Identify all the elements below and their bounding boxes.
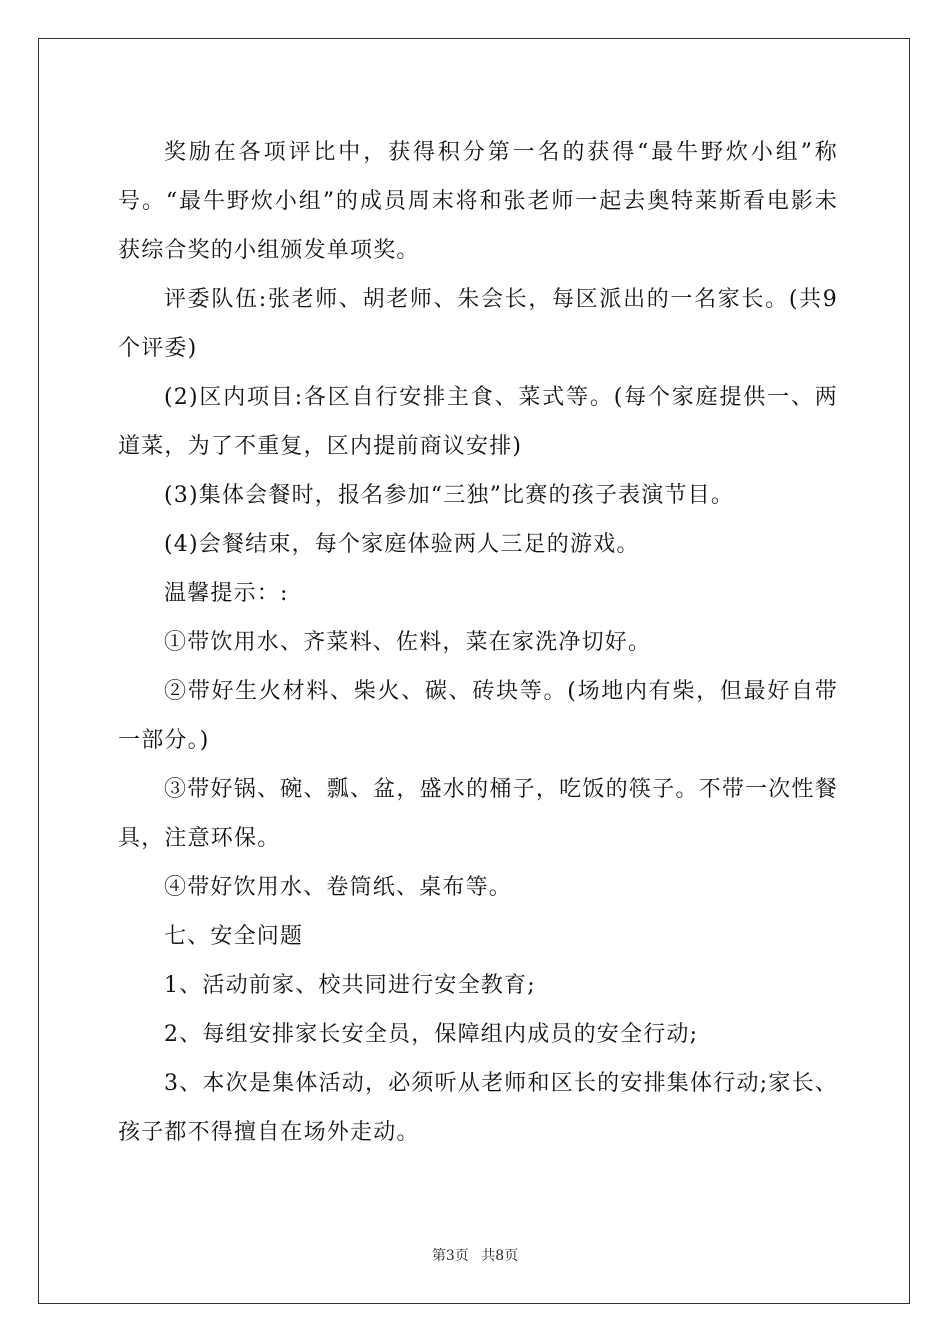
paragraph-safety-3: 3、本次是集体活动，必须听从老师和区长的安排集体行动;家长、孩子都不得擅自在场外走动。 (118, 1071, 838, 1145)
paragraph-tip-3: ③带好锅、碗、瓢、盆，盛水的桶子，吃饭的筷子。不带一次性餐具，注意环保。 (118, 777, 838, 851)
section-heading-safety: 七、安全问题 (164, 924, 304, 949)
paragraph-district-items: (2)区内项目:各区自行安排主食、菜式等。(每个家庭提供一、两道菜，为了不重复，区内提前商议安排) (118, 385, 838, 459)
paragraph-safety-2: 2、每组安排家长安全员，保障组内成员的安全行动; (164, 1022, 699, 1047)
paragraph-award: 奖励在各项评比中，获得积分第一名的获得“最牛野炊小组”称号。“最牛野炊小组”的成员周末将和张老师一起去奥特莱斯看电影未获综合奖的小组颁发单项奖。 (118, 140, 838, 263)
paragraph-meal-end: (4)会餐结束，每个家庭体验两人三足的游戏。 (164, 532, 640, 557)
paragraph-safety-1: 1、活动前家、校共同进行安全教育; (164, 973, 536, 998)
page-total: 共8页 (481, 1248, 519, 1264)
document-body (118, 128, 838, 1157)
paragraph-tip-2: ②带好生火材料、柴火、碳、砖块等。(场地内有柴，但最好自带一部分。) (118, 679, 838, 753)
page-number: 第3页 (431, 1248, 469, 1264)
paragraph-group-meal: (3)集体会餐时，报名参加“三独”比赛的孩子表演节目。 (164, 483, 735, 508)
paragraph-tip-4: ④带好饮用水、卷筒纸、桌布等。 (164, 875, 513, 900)
page-footer (0, 1245, 950, 1265)
paragraph-tips-heading: 温馨提示：: (164, 581, 289, 606)
paragraph-judges: 评委队伍:张老师、胡老师、朱会长，每区派出的一名家长。(共9个评委) (118, 287, 838, 361)
paragraph-tip-1: ①带饮用水、齐菜料、佐料，菜在家洗净切好。 (164, 630, 652, 655)
